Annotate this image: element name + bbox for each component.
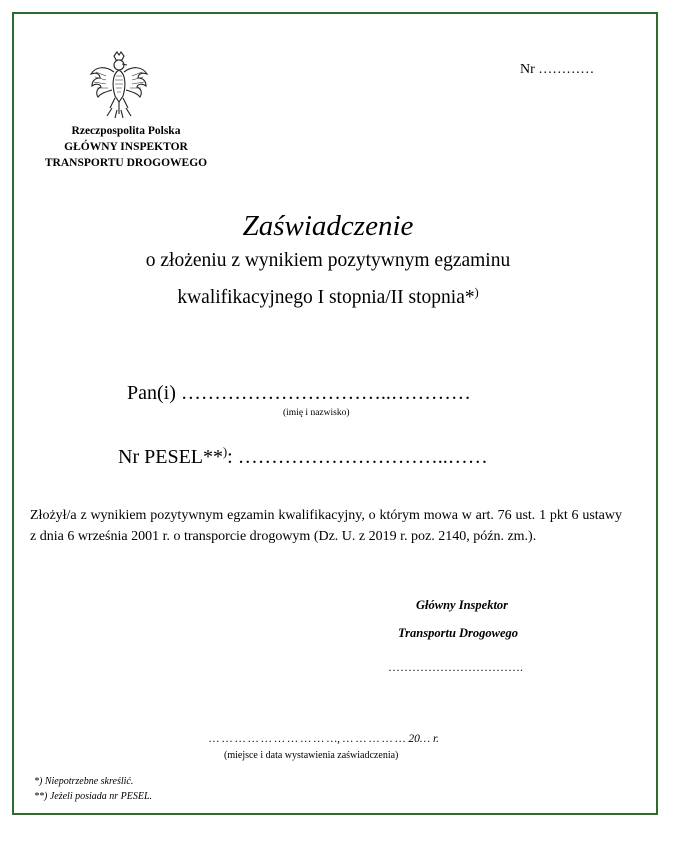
document-number: Nr ………… xyxy=(520,62,595,77)
issuer-office-line2: TRANSPORTU DROGOWEGO xyxy=(44,157,208,169)
signatory-title-line2: Transportu Drogowego xyxy=(398,626,519,640)
name-field: Pan(i) …………………………..………… xyxy=(127,382,471,404)
certificate-body-text: Złożył/a z wynikiem pozytywnym egzamin kwalifikacyjny, o którym mowa w art. 76 ust. 1 pkt 6 ustawy z dnia 6 września 2001 r. o transporcie drogowym (Dz. U. z 2019 r. poz. 2140, późn. zm.). xyxy=(30,508,622,544)
subtitle-footnote-mark: ) xyxy=(474,285,479,300)
issuer-office-line1: GŁÓWNY INSPEKTOR xyxy=(64,141,188,153)
pesel-field xyxy=(118,446,488,469)
issuer-country: Rzeczpospolita Polska xyxy=(71,125,181,137)
pesel-dots: : …………………………..…… xyxy=(227,446,488,468)
signatory-title-line1: Główny Inspektor xyxy=(416,598,509,612)
place-date-hint: (miejsce i data wystawienia zaświadczenia) xyxy=(224,750,399,761)
document-title: Zaświadczenie xyxy=(242,210,414,242)
polish-eagle-emblem xyxy=(88,50,150,120)
name-field-hint: (imię i nazwisko) xyxy=(283,408,350,418)
place-date-line: … … … … … … … … … …, … … … … … 20… r. xyxy=(209,733,440,745)
document-subtitle-line2 xyxy=(0,287,656,309)
pesel-footnote-mark: ) xyxy=(223,445,228,460)
issuer-block xyxy=(28,123,224,171)
footnote-2: **) Jeżeli posiada nr PESEL. xyxy=(34,791,153,802)
pesel-label: Nr PESEL** xyxy=(118,446,223,468)
signature-line: ……………………………. xyxy=(388,660,523,674)
subtitle-line2-text: kwalifikacyjnego I stopnia/II stopnia* xyxy=(177,287,475,308)
document-subtitle-line1: o złożeniu z wynikiem pozytywnym egzaminu xyxy=(145,250,511,271)
footnote-1: *) Niepotrzebne skreślić. xyxy=(34,776,134,787)
